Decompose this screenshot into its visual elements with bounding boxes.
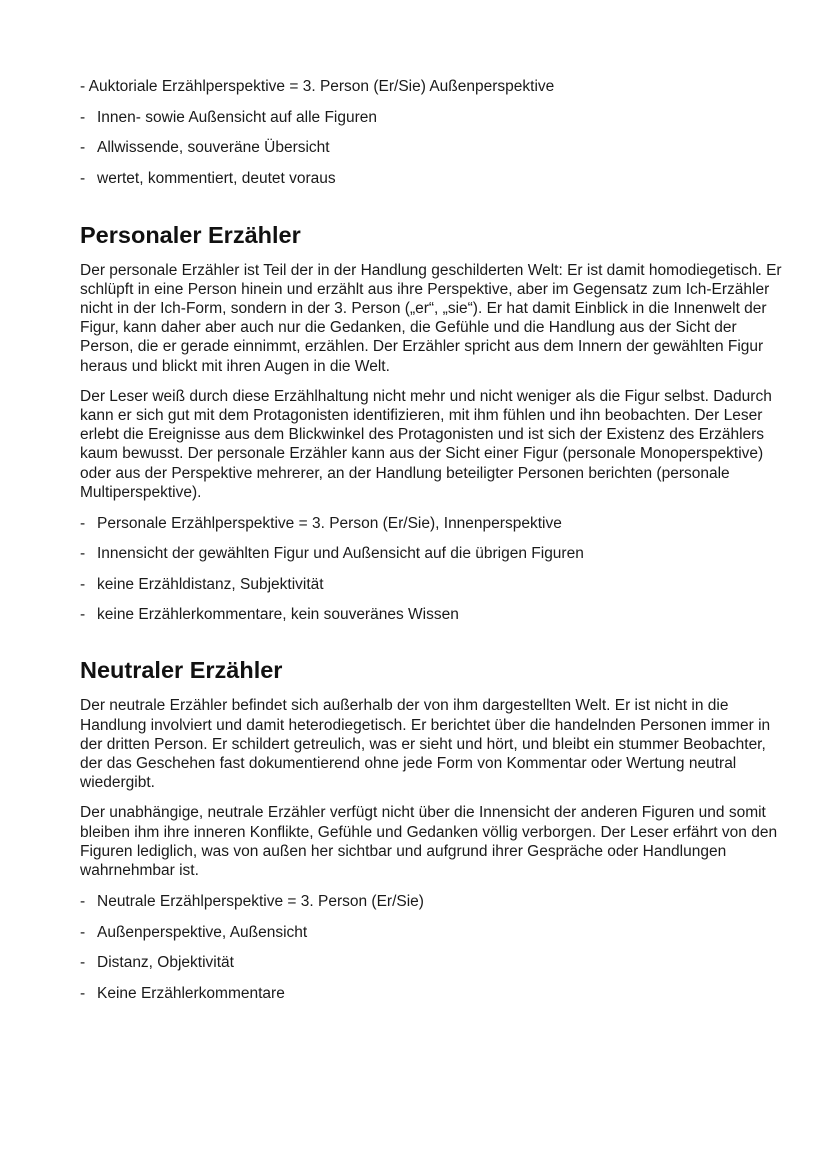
paragraph: Der neutrale Erzähler befindet sich außerhalb der von ihm dargestellten Welt. Er ist nicht in die Handlung involviert und damit heterodiegetisch. Er berichtet über die handelnden Personen immer in der dritten Person. Er schildert getreulich, was er sieht und hört, und bleibt ein stummer Beobachter, der das Geschehen fast dokumentierend ohne jede Form von Kommentar oder Wertung neutral wiedergibt.: [80, 697, 771, 792]
list-item-text: Distanz, Objektivität: [97, 954, 234, 972]
dash-bullet-icon: -: [80, 984, 86, 1002]
list-item: [80, 922, 788, 944]
list-item: [80, 983, 788, 1005]
dash-bullet-icon: -: [80, 893, 86, 911]
dash-bullet-icon: -: [80, 606, 86, 624]
list-item: [80, 137, 788, 159]
list-item-text: Innensicht der gewählten Figur und Außensicht auf die übrigen Figuren: [97, 545, 584, 563]
dash-bullet-icon: -: [80, 169, 86, 187]
section-heading-personal: Personaler Erzähler: [80, 221, 301, 248]
list-item-text: keine Erzähldistanz, Subjektivität: [97, 575, 324, 593]
list-item: [80, 891, 788, 913]
list-item: [80, 513, 788, 535]
list-item: [80, 952, 788, 974]
list-item-text: Keine Erzählerkommentare: [97, 984, 285, 1002]
dash-bullet-icon: -: [80, 108, 86, 126]
dash-bullet-icon: -: [80, 139, 86, 156]
dash-bullet-icon: -: [80, 954, 86, 972]
dash-bullet-icon: -: [80, 545, 86, 563]
dash-bullet-icon: -: [80, 514, 86, 532]
auktorial-list: [80, 76, 788, 190]
list-item: [80, 574, 788, 596]
list-item-text: Personale Erzählperspektive = 3. Person (Er/Sie), Innenperspektive: [97, 514, 562, 532]
list-item-text: Außenperspektive, Außensicht: [97, 923, 308, 941]
paragraph: Der personale Erzähler ist Teil der in der Handlung geschilderten Welt: Er ist damit homodiegetisch. Er schlüpft in eine Person hinein und erzählt aus ihre Perspektive, aber im Gegensatz zum Ich-Erzähler nicht in der Ich-Form, sondern in der 3. Person („er“, „sie“). Er hat damit Einblick in die Innenwelt der Figur, kann daher aber auch nur die Gedanken, die Gefühle und die Handlung aus der Sicht der Person, die er gerade einnimmt, erzählen. Der Erzähler spricht aus dem Innern der gewählten Figur heraus und blickt mit ihren Augen in die Welt.: [80, 261, 782, 375]
dash-bullet-icon: -: [80, 923, 86, 941]
list-item: [80, 76, 788, 98]
personal-list: [80, 513, 788, 627]
paragraph: Der Leser weiß durch diese Erzählhaltung nicht mehr und nicht weniger als die Figur selbst. Dadurch kann er sich gut mit dem Protagonisten identifizieren, mit ihm fühlen und ihn beobachten. Der Leser erlebt die Ereignisse aus dem Blickwinkel des Protagonisten und ist sich der Existenz des Erzählers kaum bewusst. Der personale Erzähler kann aus der Sicht einer Figur (personale Monoperspektive) oder aus der Perspektive mehrerer, an der Handlung beteiligter Personen berichten (personale Multiperspektive).: [80, 387, 772, 501]
dash-bullet-icon: -: [80, 575, 86, 593]
list-item: [80, 543, 788, 565]
list-item-text: - Auktoriale Erzählperspektive = 3. Person (Er/Sie) Außenperspektive: [80, 78, 555, 95]
neutral-list: [80, 891, 788, 1005]
list-item-text: Innen- sowie Außensicht auf alle Figuren: [97, 108, 378, 126]
paragraph: Der unabhängige, neutrale Erzähler verfügt nicht über die Innensicht der anderen Figuren und somit bleiben ihm ihre inneren Konflikte, Gefühle und Gedanken völlig verborgen. Der Leser erfährt von den Figuren lediglich, was von außen her sichtbar und aufgrund ihrer Gespräche oder Handlungen wahrnehmbar ist.: [80, 804, 778, 880]
list-item-text: Neutrale Erzählperspektive = 3. Person (Er/Sie): [97, 893, 424, 911]
list-item: [80, 604, 788, 626]
list-item-text: Allwissende, souveräne Übersicht: [97, 139, 330, 156]
section-heading-neutral: Neutraler Erzähler: [80, 657, 283, 684]
list-item-text: keine Erzählerkommentare, kein souveränes Wissen: [97, 606, 459, 624]
list-item: [80, 168, 788, 190]
list-item: [80, 107, 788, 129]
list-item-text: wertet, kommentiert, deutet voraus: [97, 169, 336, 187]
